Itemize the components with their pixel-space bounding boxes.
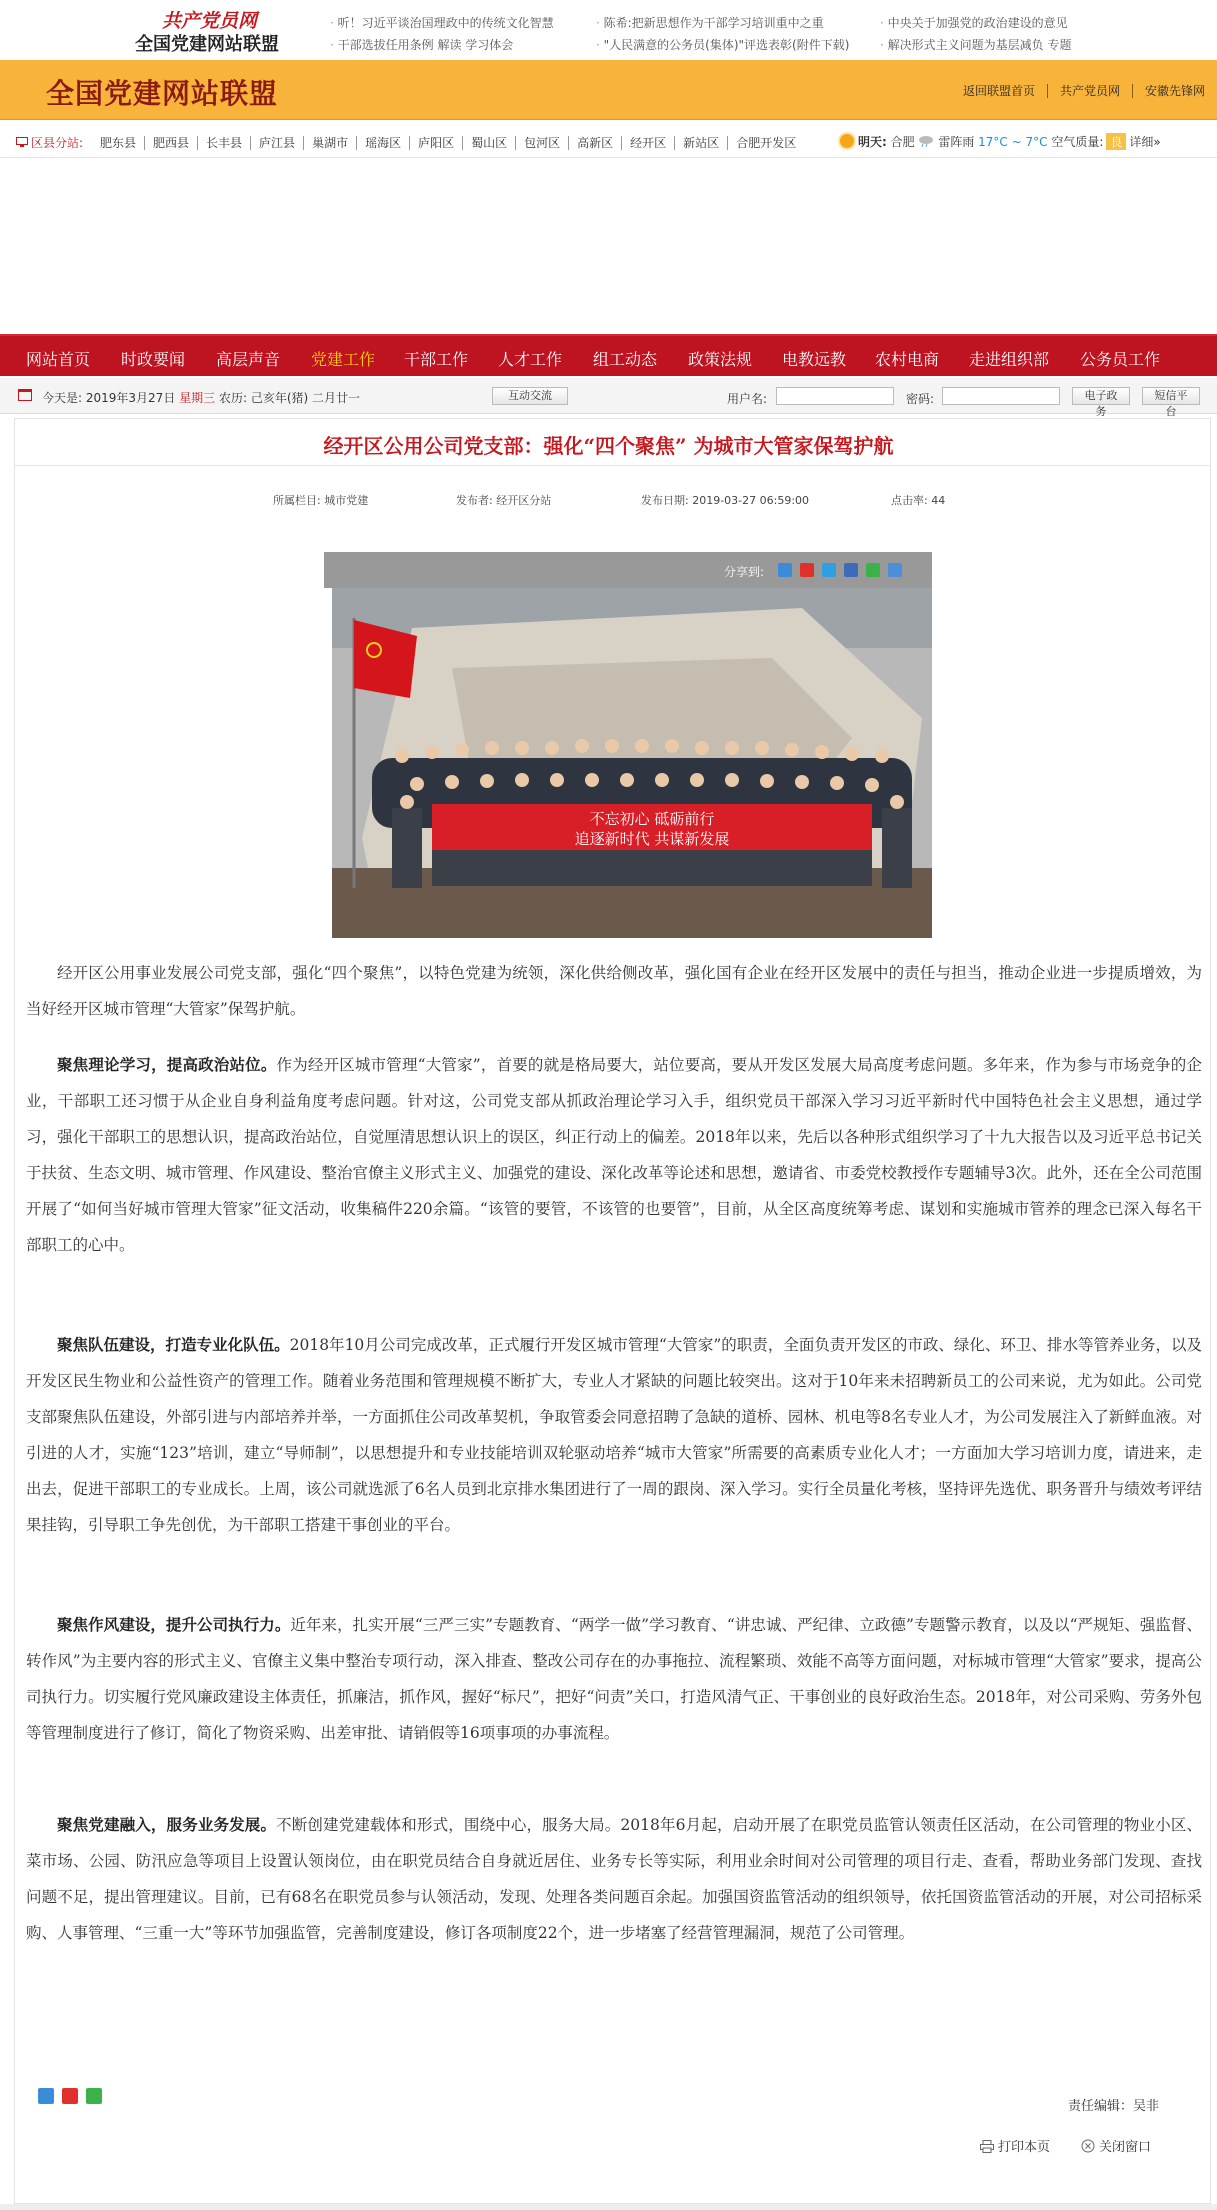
login-bar	[0, 378, 1217, 418]
banner-link-home[interactable]: 返回联盟首页	[962, 84, 1035, 98]
weather-city: 合肥	[890, 135, 915, 149]
banner-text-line2: 追逐新时代 共谋新发展	[574, 830, 730, 848]
banner-link-ahxf[interactable]: 安徽先锋网	[1132, 84, 1217, 98]
wechat-share-icon-bottom[interactable]	[86, 2088, 102, 2104]
air-quality-badge: 良	[1106, 133, 1126, 150]
nav-item-distance-edu[interactable]: 电教远教	[782, 350, 847, 369]
renren-share-icon[interactable]	[844, 563, 858, 577]
meta-publisher: 发布者: 经开区分站	[456, 494, 552, 507]
banner-title: 全国党建网站联盟	[46, 77, 279, 110]
paragraph-3-body: 近年来，扎实开展“三严三实”专题教育、“两学一做”学习教育、“讲忠诚、严纪律、立政德”专题警示教育，以及以“严规矩、强监督、转作风”为主要内容的形式主义、官僚主义集中整治专项行动，深入排查、整改公司存在的办事拖拉、流程繁琐、效能不高等方面问题，对标城市管理“大管家”要求，提高公司执行力。切实履行党风廉政建设主体责任，抓廉洁，抓作风，握好“标尺”，把好“问责”关口，打造风清气正、干事创业的良好政治生态。2018年，对公司采购、劳务外包等管理制度进行了修订，简化了物资采购、出差审批、请销假等16项事项的办事流程。	[26, 1616, 1202, 1742]
nav-item-rural-ecommerce[interactable]: 农村电商	[875, 350, 940, 369]
county-link[interactable]: 肥东县	[100, 136, 137, 150]
print-label: 打印本页	[998, 2140, 1051, 2155]
username-label: 用户名:	[727, 392, 768, 406]
article-paragraph-3	[26, 1607, 1202, 1751]
paragraph-4-heading: 聚焦党建融入，服务业务发展。	[57, 1815, 277, 1834]
more-share-icon[interactable]	[888, 563, 902, 577]
banner-links	[951, 82, 1217, 99]
paragraph-3-heading: 聚焦作风建设，提升公司执行力。	[57, 1615, 291, 1634]
article-paragraph-2	[26, 1327, 1202, 1543]
top-news-link[interactable]: · 解决形式主义问题为基层减负 专题	[880, 34, 1071, 56]
nav-item-policy[interactable]: 政策法规	[688, 350, 753, 369]
date-prefix: 今天是:	[42, 391, 83, 405]
group-photo-illustration	[332, 588, 932, 938]
weather-label: 明天:	[858, 135, 887, 149]
article-paragraph-4	[26, 1807, 1202, 1951]
county-list	[100, 134, 804, 151]
password-input[interactable]	[942, 387, 1060, 405]
county-link[interactable]: 新站区	[674, 136, 727, 150]
page-bottom-rule	[0, 2204, 1217, 2210]
wechat-share-icon[interactable]	[866, 563, 880, 577]
county-link[interactable]: 庐阳区	[409, 136, 462, 150]
county-link[interactable]: 巢湖市	[303, 136, 356, 150]
meta-date: 发布日期: 2019-03-27 06:59:00	[641, 494, 810, 507]
weather-temp: 17°C ~ 7°C	[978, 135, 1048, 149]
logo-mark: 共产党员网	[162, 10, 258, 32]
date-info	[42, 389, 360, 406]
sms-button[interactable]: 短信平台	[1142, 387, 1200, 405]
county-link[interactable]: 肥西县	[144, 136, 197, 150]
article-intro: 经开区公用事业发展公司党支部，强化“四个聚焦”，以特色党建为统领，深化供给侧改革，强化国有企业在经开区发展中的责任与担当，推动企业进一步提质增效，为当好经开区城市管理“大管家”保驾护航。	[26, 964, 1202, 1018]
county-link[interactable]: 高新区	[568, 136, 621, 150]
responsible-editor: 责任编辑：吴非	[1068, 2099, 1160, 2114]
weibo-share-icon-bottom[interactable]	[62, 2088, 78, 2104]
close-label: 关闭窗口	[1099, 2140, 1152, 2155]
top-news-link[interactable]: · 听！习近平谈治国理政中的传统文化智慧	[330, 12, 554, 34]
site-logo[interactable]	[130, 4, 290, 56]
nav-item-org-news[interactable]: 组工动态	[593, 350, 658, 369]
lunar-date: 农历: 己亥年(猪) 二月廿一	[219, 391, 361, 405]
meta-clicks: 点击率: 44	[891, 494, 946, 507]
county-link[interactable]: 蜀山区	[462, 136, 515, 150]
banner-link-12371[interactable]: 共产党员网	[1047, 84, 1132, 98]
county-link[interactable]: 瑶海区	[356, 136, 409, 150]
top-news-link[interactable]: · 陈希:把新思想作为干部学习培训重中之重	[596, 12, 849, 34]
county-link[interactable]: 经开区	[621, 136, 674, 150]
close-window-button[interactable]	[1081, 2136, 1151, 2155]
top-bar	[0, 0, 1217, 60]
logo-name: 全国党建网站联盟	[135, 34, 279, 55]
paragraph-4-body: 不断创建党建载体和形式，围绕中心，服务大局。2018年6月起，启动开展了在职党员监管认领责任区活动，在公司管理的物业小区、菜市场、公园、防汛应急等项目上设置认领岗位，由在职党员结合自身就近居住、业务专长等实际，利用业余时间对公司管理的项目行走、查看，帮助业务部门发现、查找问题不足，提出管理建议。目前，已有68名在职党员参与认领活动，发现、处理各类问题百余起。加强国资监管活动的组织领导，依托国资监管活动的开展，对公司招标采购、人事管理、“三重一大”等环节加强监管，完善制度建设，修订各项制度22个，进一步堵塞了经营管理漏洞，规范了公司管理。	[26, 1816, 1202, 1942]
close-icon	[1081, 2139, 1095, 2153]
monitor-icon	[16, 137, 28, 148]
password-label: 密码:	[906, 392, 935, 406]
print-button[interactable]	[980, 2136, 1050, 2155]
nav-item-civil-servant[interactable]: 公务员工作	[1080, 350, 1161, 369]
top-news-link[interactable]: · "人民满意的公务员(集体)"评选表彰(附件下载)	[596, 34, 849, 56]
paragraph-2-body: 2018年10月公司完成改革，正式履行开发区城市管理“大管家”的职责，全面负责开发区的市政、绿化、环卫、排水等管养业务，以及开发区民生物业和公益性资产的管理工作。随着业务范围和管理规模不断扩大，专业人才紧缺的问题比较突出。这对于10年来未招聘新员工的公司来说，尤为如此。公司党支部聚焦队伍建设，外部引进与内部培养并举，一方面抓住公司改革契机，争取管委会同意招聘了急缺的道桥、园林、机电等8名专业人才，为公司发展注入了新鲜血液。对引进的人才，实施“123”培训，建立“导师制”，以思想提升和专业技能培训双轮驱动培养“城市大管家”所需要的高素质专业化人才；一方面加大学习培训力度，请进来，走出去，促进干部职工的专业成长。上周，该公司就选派了6名人员到北京排水集团进行了一周的跟岗、深入学习。实行全员量化考核，坚持评先选优、职务晋升与绩效考评结果挂钩，引导职工争先创优，为干部职工搭建干事创业的平台。	[26, 1336, 1202, 1534]
nav-item-org-dept[interactable]: 走进组织部	[969, 350, 1050, 369]
county-label	[16, 134, 83, 151]
county-link[interactable]: 包河区	[515, 136, 568, 150]
county-link[interactable]: 合肥开发区	[727, 136, 804, 150]
date-value: 2019年3月27日	[85, 391, 176, 405]
weather-widget	[840, 133, 1161, 150]
rain-cloud-icon	[918, 135, 934, 147]
top-news-link[interactable]: · 中央关于加强党的政治建设的意见	[880, 12, 1071, 34]
weekday: 星期三	[179, 391, 216, 405]
top-news-column-1	[330, 12, 554, 56]
weather-condition: 雷阵雨	[938, 135, 975, 149]
article-photo-block	[324, 552, 932, 938]
share-bar	[324, 552, 932, 588]
banner-text-line1: 不忘初心 砥砺前行	[589, 810, 715, 828]
sun-icon	[840, 134, 854, 148]
title-divider	[14, 465, 1211, 466]
qzone-share-icon[interactable]	[778, 563, 792, 577]
nav-item-home[interactable]: 网站首页	[26, 350, 91, 369]
top-news-column-2	[596, 12, 849, 56]
group-photo	[332, 588, 932, 938]
egov-button[interactable]: 电子政务	[1072, 387, 1130, 405]
county-bar	[0, 124, 1217, 158]
article-paragraph-1	[26, 1047, 1202, 1263]
county-label-text: 区县分站:	[31, 136, 84, 150]
article-title: 经开区公用公司党支部：强化“四个聚焦” 为城市大管家保驾护航	[323, 434, 894, 458]
county-link[interactable]: 长丰县	[197, 136, 250, 150]
tencent-share-icon[interactable]	[822, 563, 836, 577]
nav-item-talent[interactable]: 人才工作	[498, 350, 563, 369]
site-banner	[0, 60, 1217, 120]
weather-detail-link[interactable]: 详细»	[1129, 135, 1161, 149]
paragraph-1-body: 作为经开区城市管理“大管家”，首要的就是格局要大，站位要高，要从开发区发展大局高度考虑问题。多年来，作为参与市场竞争的企业，干部职工还习惯于从企业自身利益角度考虑问题。针对这，公司党支部从抓政治理论学习入手，组织党员干部深入学习习近平新时代中国特色社会主义思想，通过学习，强化干部职工的思想认识，提高政治站位，自觉厘清思想认识上的误区，纠正行动上的偏差。2018年以来，先后以各种形式组织学习了十九大报告以及习近平总书记关于扶贫、生态文明、城市管理、作风建设、整治官僚主义形式主义、加强党的建设、深化改革等论述和思想，邀请省、市委党校教授作专题辅导3次。此外，还在全公司范围开展了“如何当好城市管理大管家”征文活动，收集稿件220余篇。“该管的要管，不该管的也要管”，目前，从全区高度统筹考虑、谋划和实施城市管养的理念已深入每名干部职工的心中。	[26, 1056, 1202, 1254]
county-link[interactable]: 庐江县	[250, 136, 303, 150]
meta-column: 所属栏目: 城市党建	[273, 494, 369, 507]
username-input[interactable]	[776, 387, 894, 405]
nav-item-cadre[interactable]: 干部工作	[404, 350, 469, 369]
nav-item-leaders[interactable]: 高层声音	[216, 350, 281, 369]
paragraph-2-heading: 聚焦队伍建设，打造专业化队伍。	[57, 1335, 290, 1354]
top-news-link[interactable]: · 干部选拔任用条例 解读 学习体会	[330, 34, 554, 56]
nav-item-party-building[interactable]: 党建工作	[311, 350, 376, 369]
paragraph-1-heading: 聚焦理论学习，提高政治站位。	[57, 1055, 277, 1074]
air-quality-label: 空气质量:	[1051, 135, 1104, 149]
top-news-column-3	[880, 12, 1071, 56]
interact-button[interactable]: 互动交流	[492, 387, 568, 405]
qzone-share-icon-bottom[interactable]	[38, 2088, 54, 2104]
calendar-icon	[18, 389, 32, 401]
share-label: 分享到:	[724, 565, 765, 579]
nav-item-politics[interactable]: 时政要闻	[121, 350, 186, 369]
printer-icon	[980, 2140, 994, 2153]
main-nav	[0, 334, 1217, 376]
weibo-share-icon[interactable]	[800, 563, 814, 577]
